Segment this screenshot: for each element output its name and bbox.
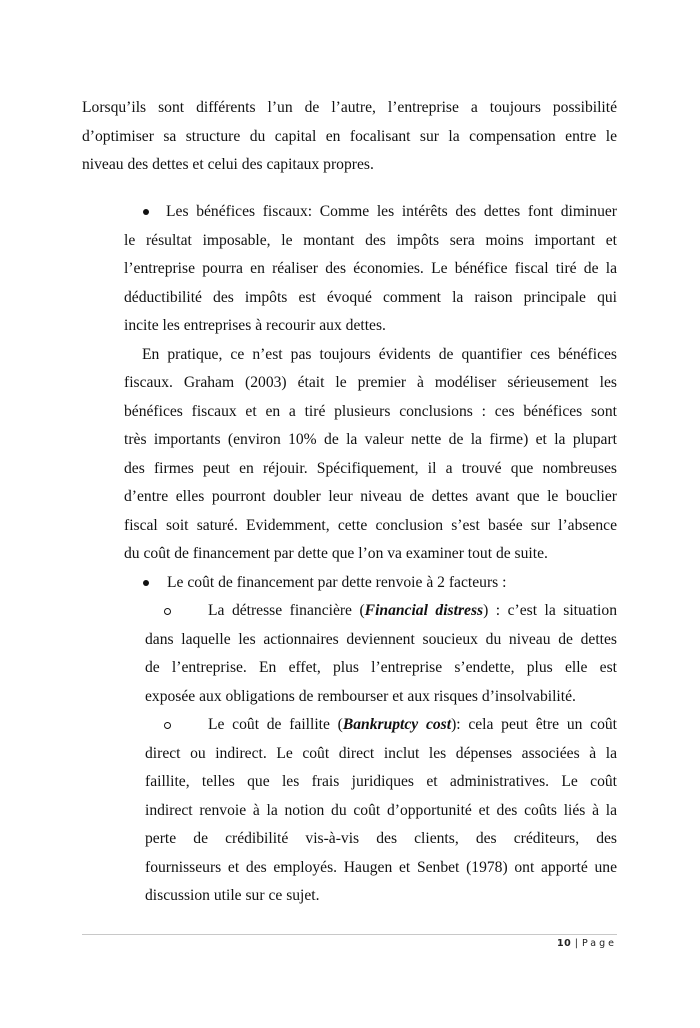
text-line: En pratique, ce n’est pas toujours évidents de quantifier ces bénéfices (142, 346, 617, 363)
text-line: des firmes peut en réjouir. Spécifiquement, il a trouvé que nombreuses (124, 460, 617, 477)
text-line: dans laquelle les actionnaires deviennent soucieux du niveau de dettes (145, 631, 617, 648)
text-line: discussion utile sur ce sujet. (145, 887, 320, 904)
text-line: Les bénéfices fiscaux: Comme les intérêts des dettes font diminuer (166, 203, 617, 220)
page-footer (557, 938, 617, 949)
text-line: indirect renvoie à la notion du coût d’opportunité et des coûts liés à la (145, 802, 617, 819)
page-number: 10 (557, 938, 572, 949)
footer-separator: | (574, 938, 579, 949)
text-line: incite les entreprises à recourir aux dettes. (124, 317, 386, 334)
text-line: très importants (environ 10% de la valeur nette de la firme) et la plupart (124, 431, 617, 448)
text-line: Le coût de financement par dette renvoie à 2 facteurs : (167, 574, 507, 591)
text-line: direct ou indirect. Le coût direct inclut les dépenses associées à la (145, 745, 617, 762)
text-line: bénéfices fiscaux et en a tiré plusieurs conclusions : ces bénéfices sont (124, 403, 617, 420)
footer-divider (82, 934, 617, 935)
text-line: La détresse financière (Financial distress) : c’est la situation (208, 602, 617, 619)
text-line: fiscaux. Graham (2003) était le premier à modéliser sérieusement les (124, 374, 617, 391)
text-line: fournisseurs et des employés. Haugen et Senbet (1978) ont apporté une (145, 859, 617, 876)
text-line: Le coût de faillite (Bankruptcy cost): cela peut être un coût (208, 716, 617, 733)
english-term: Financial distress (364, 602, 484, 619)
sub-bullet-icon (164, 722, 171, 729)
text-line: du coût de financement par dette que l’on va examiner tout de suite. (124, 545, 548, 562)
text-line: d’entre elles pourront doubler leur niveau de dettes avant que le bouclier (124, 488, 617, 505)
text-line: perte de crédibilité vis-à-vis des clients, des créditeurs, des (145, 830, 617, 847)
text-line: d’optimiser sa structure du capital en focalisant sur la compensation entre le (82, 128, 617, 145)
text-line: faillite, telles que les frais juridiques et administratives. Le coût (145, 773, 617, 790)
page-label: Page (582, 938, 617, 949)
text-line: niveau des dettes et celui des capitaux propres. (82, 156, 374, 173)
text-line: fiscal soit saturé. Evidemment, cette conclusion s’est basée sur l’absence (124, 517, 617, 534)
text-line: Lorsqu’ils sont différents l’un de l’autre, l’entreprise a toujours possibilité (82, 99, 617, 116)
english-term: Bankruptcy cost (342, 716, 452, 733)
text-line: déductibilité des impôts est évoqué comment la raison principale qui (124, 289, 617, 306)
text-line: de l’entreprise. En effet, plus l’entreprise s’endette, plus elle est (145, 659, 617, 676)
text-line: exposée aux obligations de rembourser et aux risques d’insolvabilité. (145, 688, 576, 705)
text-line: le résultat imposable, le montant des impôts sera moins important et (124, 232, 617, 249)
text-line: l’entreprise pourra en réaliser des économies. Le bénéfice fiscal tiré de la (124, 260, 617, 277)
bullet-icon (143, 209, 149, 215)
sub-bullet-icon (164, 608, 171, 615)
bullet-icon (143, 580, 149, 586)
